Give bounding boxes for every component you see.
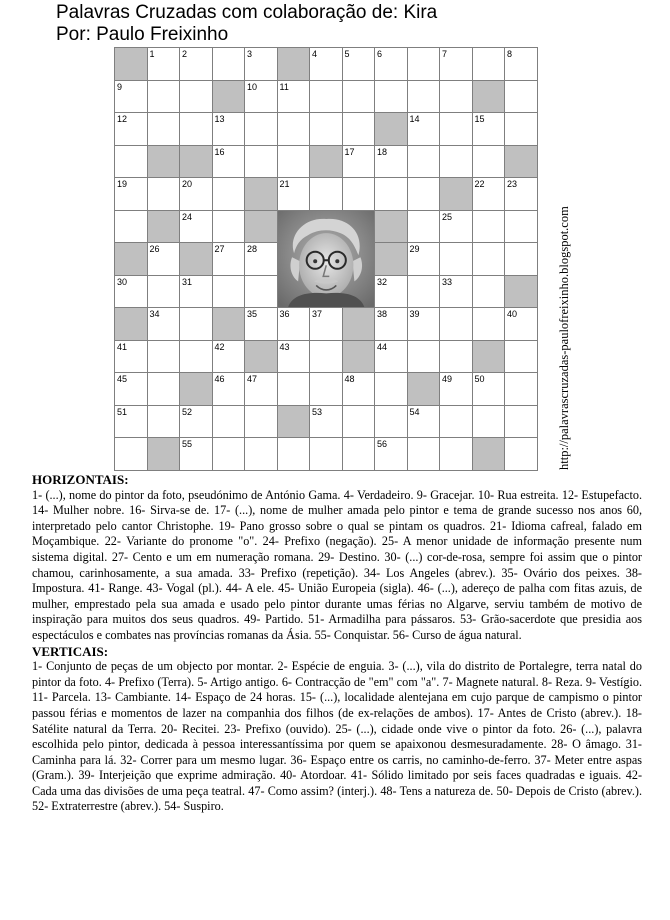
blog-url: http://palavrascruzadas-paulofreixinho.blogspot.com (557, 206, 571, 470)
grid-cell[interactable] (407, 437, 441, 471)
grid-cell[interactable] (374, 405, 408, 439)
clue-number: 22 (474, 179, 485, 189)
clue-number: 54 (409, 406, 420, 417)
clue-number: 40 (507, 309, 518, 319)
grid-cell[interactable] (407, 145, 441, 179)
grid-cell[interactable] (342, 80, 376, 114)
grid-cell[interactable] (114, 340, 148, 374)
grid-cell[interactable] (472, 47, 506, 81)
grid-cell[interactable] (439, 275, 473, 309)
grid-cell[interactable] (504, 437, 538, 471)
black-square (277, 405, 311, 439)
grid-cell[interactable] (504, 307, 538, 341)
grid-cell[interactable] (439, 307, 473, 341)
grid-cell[interactable] (179, 437, 213, 471)
grid-cell[interactable] (212, 210, 246, 244)
clue-number: 8 (507, 49, 513, 59)
grid-cell[interactable] (179, 307, 213, 341)
clue-number: 14 (409, 114, 420, 124)
clue-number: 32 (377, 276, 388, 287)
clue-number: 20 (182, 179, 193, 189)
grid-cell[interactable] (309, 405, 343, 439)
black-square (114, 47, 148, 81)
grid-cell[interactable] (212, 340, 246, 374)
clue-number: 10 (247, 81, 258, 92)
grid-cell[interactable] (277, 177, 311, 211)
grid-cell[interactable] (212, 405, 246, 439)
clue-number: 50 (474, 374, 485, 384)
grid-cell[interactable] (374, 80, 408, 114)
grid-cell[interactable] (179, 177, 213, 211)
clue-number: 34 (149, 309, 160, 319)
puzzle-author: Por: Paulo Freixinho (56, 24, 229, 45)
grid-cell[interactable] (407, 242, 441, 276)
grid-cell[interactable] (244, 405, 278, 439)
grid-cell[interactable] (114, 112, 148, 146)
grid-cell[interactable] (114, 145, 148, 179)
grid-cell[interactable] (179, 340, 213, 374)
clue-number: 29 (409, 244, 420, 254)
grid-cell[interactable] (212, 112, 246, 146)
clue-number: 15 (474, 114, 485, 124)
grid-cell[interactable] (244, 307, 278, 341)
grid-cell[interactable] (277, 145, 311, 179)
black-square (504, 145, 538, 179)
black-square (212, 80, 246, 114)
clue-number: 31 (182, 276, 193, 287)
grid-cell[interactable] (504, 340, 538, 374)
grid-cell[interactable] (309, 47, 343, 81)
grid-cell[interactable] (342, 47, 376, 81)
grid-cell[interactable] (504, 112, 538, 146)
clue-number: 1 (149, 49, 155, 59)
black-square (212, 307, 246, 341)
grid-cell[interactable] (472, 405, 506, 439)
grid-cell[interactable] (147, 112, 181, 146)
clue-number: 11 (279, 81, 289, 92)
black-square (179, 145, 213, 179)
clue-number: 18 (377, 146, 388, 157)
clue-number: 56 (377, 439, 388, 449)
grid-cell[interactable] (244, 372, 278, 406)
grid-cell[interactable] (114, 210, 148, 244)
grid-cell[interactable] (439, 80, 473, 114)
grid-cell[interactable] (212, 145, 246, 179)
clue-number: 41 (117, 341, 128, 352)
clue-number: 35 (247, 309, 258, 319)
grid-cell[interactable] (472, 112, 506, 146)
grid-cell[interactable] (504, 210, 538, 244)
grid-cell[interactable] (439, 372, 473, 406)
grid-cell[interactable] (212, 47, 246, 81)
grid-cell[interactable] (472, 145, 506, 179)
grid-cell[interactable] (244, 47, 278, 81)
grid-cell[interactable] (277, 340, 311, 374)
painter-portrait-image (278, 211, 375, 308)
clue-number: 4 (312, 49, 318, 59)
grid-cell[interactable] (374, 47, 408, 81)
clue-number: 7 (442, 49, 448, 59)
clue-number: 43 (279, 341, 290, 352)
grid-cell[interactable] (114, 275, 148, 309)
clue-number: 45 (117, 374, 128, 384)
clue-number: 13 (214, 114, 225, 124)
black-square (472, 340, 506, 374)
grid-cell[interactable] (212, 177, 246, 211)
vertical-clues-heading: VERTICAIS: (32, 643, 109, 659)
grid-cell[interactable] (439, 340, 473, 374)
black-square (407, 372, 441, 406)
clue-number: 42 (214, 341, 225, 352)
clue-number: 28 (247, 244, 258, 254)
grid-cell[interactable] (179, 210, 213, 244)
grid-cell[interactable] (504, 80, 538, 114)
black-square (147, 437, 181, 471)
grid-cell[interactable] (342, 112, 376, 146)
grid-cell[interactable] (277, 80, 311, 114)
grid-cell[interactable] (179, 47, 213, 81)
grid-cell[interactable] (439, 437, 473, 471)
clue-number: 30 (117, 276, 128, 287)
grid-cell[interactable] (374, 177, 408, 211)
grid-cell[interactable] (472, 242, 506, 276)
grid-cell[interactable] (244, 275, 278, 309)
black-square (472, 437, 506, 471)
grid-cell[interactable] (439, 210, 473, 244)
clue-number: 36 (279, 309, 290, 319)
black-square (114, 242, 148, 276)
grid-cell[interactable] (407, 405, 441, 439)
grid-cell[interactable] (407, 210, 441, 244)
grid-cell[interactable] (147, 47, 181, 81)
grid-cell[interactable] (439, 242, 473, 276)
grid-cell[interactable] (342, 145, 376, 179)
grid-cell[interactable] (407, 47, 441, 81)
grid-cell[interactable] (309, 437, 343, 471)
black-square (439, 177, 473, 211)
clue-number: 2 (182, 49, 188, 59)
grid-cell[interactable] (342, 437, 376, 471)
clue-number: 27 (214, 244, 225, 254)
clue-number: 26 (149, 244, 160, 254)
horizontal-clues: 1- (...), nome do pintor da foto, pseudónimo de António Gama. 4- Verdadeiro. 9- Gracejar. 10- Rua estreita. 12- Estupefacto. 14- Mulher nobre. 16- Sirva-se de. 17- (...), nome de mulher amada pelo pintor e tema de grande sucesso nos anos 60, interpretado pelo cantor Christophe. 19- Pano grosso sobre o qual se pintam os quadros. 21- Idioma cafreal, falado em Moçambique. 22- Variante do pronome "o". 24- Prefixo (negação). 25- A menor unidade de informação presente num sistema digital. 27- Cento e um em numeração romana. 29- Destino. 30- (...) cor-de-rosa, sempre foi assim que o pintor chamou, carinhosamente, a sua amada. 33- Prefixo (repetição). 34- Los Angeles (abrev.). 35- Ovário dos peixes. 38- Impostura. 41- Range. 43- Vogal (pl.). 44- A ele. 45- União Europeia (sigla). 46- (...), adereço de palha com fitas azuis, de mulher, emprestado pela sua amada e usado pelo pintor durante umas férias no Algarve, serviu também de motivo de inspiração para muitos dos seus quadros. 49- Partido. 51- Armadilha para pássaros. 53- Grão-sacerdote que presidia aos espectáculos e combates nas províncias romanas da Ásia. 55- Conquistar. 56- Curso de água natural. (32, 487, 642, 642)
grid-cell[interactable] (179, 275, 213, 309)
black-square (504, 275, 538, 309)
grid-cell[interactable] (147, 275, 181, 309)
clue-number: 3 (247, 49, 253, 59)
grid-cell[interactable] (114, 177, 148, 211)
grid-cell[interactable] (504, 242, 538, 276)
grid-cell[interactable] (114, 80, 148, 114)
black-square (244, 210, 278, 244)
painter-photo (277, 210, 376, 309)
grid-cell[interactable] (472, 372, 506, 406)
grid-cell[interactable] (309, 372, 343, 406)
grid-cell[interactable] (504, 47, 538, 81)
clue-number: 55 (182, 439, 193, 449)
black-square (374, 210, 408, 244)
black-square (147, 210, 181, 244)
black-square (374, 242, 408, 276)
grid-cell[interactable] (309, 177, 343, 211)
grid-cell[interactable] (147, 177, 181, 211)
black-square (244, 177, 278, 211)
clue-number: 46 (214, 374, 225, 384)
grid-cell[interactable] (374, 372, 408, 406)
grid-cell[interactable] (244, 80, 278, 114)
black-square (147, 145, 181, 179)
grid-cell[interactable] (212, 242, 246, 276)
grid-cell[interactable] (277, 437, 311, 471)
clue-number: 25 (442, 211, 453, 222)
grid-cell[interactable] (374, 275, 408, 309)
vertical-clues: 1- Conjunto de peças de um objecto por montar. 2- Espécie de enguia. 3- (...), vila do distrito de Portalegre, terra natal do pintor da foto. 4- Prefixo (Terra). 5- Artigo antigo. 6- Contracção de "em" com "a". 7- Magnete natural. 8- Reza. 9- Vestígio. 11- Parcela. 13- Cambiante. 14- Espaço de 24 horas. 15- (...), localidade alentejana em cujo parque de campismo o pintor passou férias e momentos de lazer na companhia dos filhos (de ex-relações de ambos). 17- Antes de Cristo (abrev.). 18- Satélite natural da Terra. 20- Recitei. 23- Prefixo (ouvido). 25- (...), cidade onde vive o pintor da foto. 26- (...), palavra escolhida pelo pintor, dedicada à pessoa interessantíssima por quem se apaixonou desmesuradamente. 28- O âmago. 31- Caminha para lá. 32- Correr para um mesmo lugar. 36- Espaço entre os carris, no caminho-de-ferro. 37- Meter entre aspas (Gram.). 39- Interjeição que exprime admiração. 40- Atordoar. 41- Sólido limitado por seis faces quadradas e iguais. 42- Cada uma das divisões de uma peça teatral. 47- Como assim? (interj.). 48- Tens a natureza de. 50- Depois de Cristo (abrev.). 52- Extraterrestre (abrev.). 54- Suspiro. (32, 659, 642, 814)
grid-cell[interactable] (309, 340, 343, 374)
grid-cell[interactable] (244, 437, 278, 471)
grid-cell[interactable] (179, 112, 213, 146)
clue-number: 24 (182, 211, 193, 222)
clue-number: 17 (344, 146, 355, 157)
grid-cell[interactable] (244, 112, 278, 146)
grid-cell[interactable] (504, 177, 538, 211)
clue-number: 19 (117, 179, 128, 189)
grid-cell[interactable] (504, 405, 538, 439)
grid-cell[interactable] (212, 372, 246, 406)
clue-number: 23 (507, 179, 518, 189)
grid-cell[interactable] (342, 405, 376, 439)
grid-cell[interactable] (504, 372, 538, 406)
clue-number: 5 (344, 49, 350, 59)
grid-cell[interactable] (244, 242, 278, 276)
black-square (114, 307, 148, 341)
grid-cell[interactable] (374, 437, 408, 471)
clue-number: 37 (312, 309, 323, 319)
grid-cell[interactable] (277, 372, 311, 406)
grid-cell[interactable] (342, 372, 376, 406)
grid-cell[interactable] (439, 145, 473, 179)
grid-cell[interactable] (472, 177, 506, 211)
black-square (277, 47, 311, 81)
grid-cell[interactable] (114, 405, 148, 439)
black-square (342, 340, 376, 374)
grid-cell[interactable] (212, 275, 246, 309)
clue-number: 6 (377, 49, 383, 59)
clue-number: 39 (409, 309, 420, 319)
grid-cell[interactable] (407, 275, 441, 309)
grid-cell[interactable] (114, 437, 148, 471)
black-square (342, 307, 376, 341)
grid-cell[interactable] (309, 307, 343, 341)
grid-cell[interactable] (342, 177, 376, 211)
grid-cell[interactable] (147, 307, 181, 341)
grid-cell[interactable] (472, 210, 506, 244)
grid-cell[interactable] (114, 372, 148, 406)
grid-cell[interactable] (439, 112, 473, 146)
puzzle-title: Palavras Cruzadas com colaboração de: Kira (56, 2, 438, 23)
black-square (244, 340, 278, 374)
grid-cell[interactable] (407, 112, 441, 146)
clue-number: 49 (442, 374, 453, 384)
grid-cell[interactable] (179, 80, 213, 114)
grid-cell[interactable] (244, 145, 278, 179)
grid-cell[interactable] (147, 340, 181, 374)
black-square (179, 372, 213, 406)
grid-cell[interactable] (374, 340, 408, 374)
horizontal-clues-heading: HORIZONTAIS: (32, 472, 129, 487)
grid-cell[interactable] (277, 307, 311, 341)
grid-cell[interactable] (407, 307, 441, 341)
grid-cell[interactable] (407, 80, 441, 114)
clue-number: 52 (182, 406, 193, 417)
clue-number: 48 (344, 374, 355, 384)
clue-number: 53 (312, 406, 323, 417)
clue-number: 33 (442, 276, 453, 287)
clue-number: 9 (117, 81, 123, 92)
grid-cell[interactable] (212, 437, 246, 471)
black-square (374, 112, 408, 146)
black-square (179, 242, 213, 276)
grid-cell[interactable] (309, 80, 343, 114)
grid-cell[interactable] (407, 340, 441, 374)
clue-number: 44 (377, 341, 388, 352)
clue-number: 47 (247, 374, 258, 384)
grid-cell[interactable] (374, 307, 408, 341)
grid-cell[interactable] (147, 405, 181, 439)
clue-number: 38 (377, 309, 388, 319)
clue-number: 12 (117, 114, 128, 124)
grid-cell[interactable] (439, 405, 473, 439)
grid-cell[interactable] (472, 307, 506, 341)
grid-cell[interactable] (472, 275, 506, 309)
grid-cell[interactable] (179, 405, 213, 439)
grid-cell[interactable] (147, 372, 181, 406)
grid-cell[interactable] (374, 145, 408, 179)
grid-cell[interactable] (147, 80, 181, 114)
clues-section (32, 472, 642, 815)
black-square (309, 145, 343, 179)
grid-cell[interactable] (147, 242, 181, 276)
grid-cell[interactable] (309, 112, 343, 146)
grid-cell[interactable] (407, 177, 441, 211)
grid-cell[interactable] (439, 47, 473, 81)
clue-number: 51 (117, 406, 128, 417)
black-square (472, 80, 506, 114)
grid-cell[interactable] (277, 112, 311, 146)
clue-number: 21 (279, 179, 290, 189)
clue-number: 16 (214, 146, 225, 157)
